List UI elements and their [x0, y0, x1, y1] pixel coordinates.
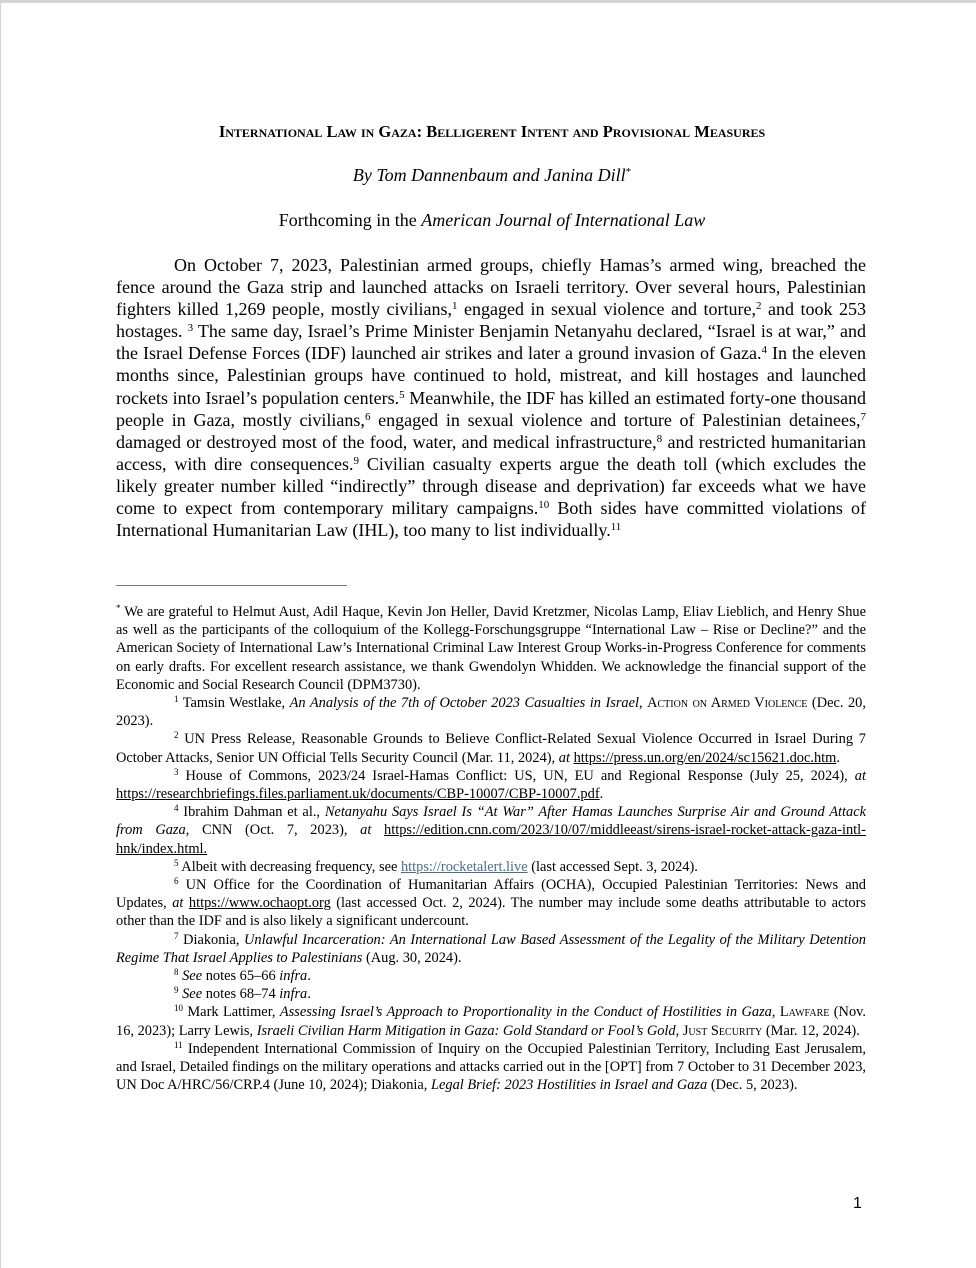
citation-link[interactable]: https://www.ochaopt.org: [188, 895, 331, 912]
footnote-author-note: [116, 603, 866, 694]
body-text-segment: Meanwhile, the IDF has killed an estimated forty-one thousand people in Gaza, mostly civilians,: [116, 387, 866, 430]
footnote-2: [116, 730, 866, 766]
body-text-segment: In the eleven months since, Palestinian groups have continued to hold, mistreat, and kill hostages and launched rockets into Israel’s population centers.: [116, 343, 867, 408]
italic-citation-text: Legal Brief: 2023 Hostilities in Israel and Gaza: [431, 1077, 708, 1094]
footnote-9: [116, 985, 866, 1003]
footnote-text: UN Office for the Coordination of Humanitarian Affairs (OCHA), Occupied Palestinian Territories: News and Updates,: [116, 877, 866, 912]
footnote-separator: [116, 585, 347, 586]
italic-citation-text: Israeli Civilian Harm Mitigation in Gaza: Gold Standard or Fool’s Gold: [256, 1022, 676, 1039]
footnote-marker: 10: [174, 1003, 183, 1014]
italic-citation-text: See: [182, 986, 203, 1003]
footnote-reference-4[interactable]: 4: [761, 344, 767, 357]
footnote-7: [116, 931, 866, 967]
footnote-marker: 7: [174, 930, 179, 941]
footnote-text: ,: [675, 1022, 683, 1039]
publication-name: Lawfare: [779, 1004, 830, 1021]
footnote-marker: 4: [174, 803, 179, 814]
italic-citation-text: infra: [279, 968, 308, 985]
citation-link[interactable]: https://researchbriefings.files.parliament.uk/documents/CBP-10007/CBP-10007.pdf: [116, 786, 600, 803]
footnote-text: (Dec. 20, 2023).: [116, 695, 866, 730]
italic-citation-text: An Analysis of the 7th of October 2023 Casualties in Israel: [289, 695, 640, 712]
footnote-text: (Aug. 30, 2024).: [362, 949, 462, 966]
footnote-5: [116, 858, 866, 876]
footnote-text: , CNN (Oct. 7, 2023),: [185, 822, 361, 839]
footnote-text: .: [836, 749, 840, 766]
publication-name: Action on Armed Violence: [647, 695, 808, 712]
italic-citation-text: Assessing Israel’s Approach to Proportionality in the Conduct of Hostilities in Gaza: [279, 1004, 772, 1021]
italic-citation-text: Netanyahu Says Israel Is “At War” After Hamas Launches Surprise Air and Ground Attack from Gaza: [116, 804, 866, 839]
footnote-text: House of Commons, 2023/24 Israel-Hamas Conflict: US, UN, EU and Regional Response (July 25, 2024),: [178, 767, 855, 784]
document-page: [1, 3, 976, 1268]
footnote-marker: 11: [174, 1039, 183, 1050]
author-footnote-marker[interactable]: *: [625, 166, 632, 178]
footnote-reference-9[interactable]: 9: [353, 454, 359, 467]
footnote-text: .: [307, 986, 311, 1003]
body-paragraph: [116, 254, 866, 541]
journal-name: American Journal of International Law: [421, 210, 706, 230]
footnote-4: [116, 803, 866, 858]
page-number: 1: [853, 1195, 862, 1212]
italic-citation-text: Unlawful Incarceration: An International Law Based Assessment of the Legality of the Military Detention Regime That Israel Applies to Palestinians: [116, 931, 866, 966]
footnote-text: Independent International Commission of Inquiry on the Occupied Palestinian Territory, Including East Jerusalem, and Israel, Detailed findings on the military operations and attacks carried out in the [OPT] from 7 October to 31 December 2023, UN Doc A/HRC/56/CRP.4 (June 10, 2024); Diakonia,: [116, 1040, 866, 1094]
body-text-segment: Civilian casualty experts argue the death toll (which excludes the likely greater number killed “indirectly” through disease and deprivation) far exceeds what we have come to expect from contemporary military campaigns.: [116, 453, 866, 519]
footnote-1: [116, 694, 866, 730]
footnote-text: ,: [771, 1004, 780, 1021]
citation-link[interactable]: https://rocketalert.live: [400, 858, 528, 875]
footnote-text: notes 65–66: [202, 968, 280, 985]
footnote-marker: 9: [174, 985, 179, 996]
body-text-segment: and took 253 hostages.: [116, 299, 866, 342]
footnote-reference-3[interactable]: 3: [187, 322, 194, 335]
body-text-segment: engaged in sexual violence and torture of Palestinian detainees,: [370, 409, 861, 430]
paper-title: International Law in Gaza: Belligerent Intent and Provisional Measures: [218, 122, 766, 141]
footnote-reference-8[interactable]: 8: [656, 432, 663, 445]
footnote-text: [371, 822, 384, 838]
footnote-text: (last accessed Oct. 2, 2024). The number may include some deaths attributable to actors other than the IDF and is also likely a significant undercount.: [116, 895, 866, 930]
footnotes-section: [116, 603, 866, 1094]
footnote-text: .: [599, 786, 604, 803]
footnote-reference-1[interactable]: 1: [452, 300, 458, 313]
citation-link[interactable]: https://edition.cnn.com/2023/10/07/middleeast/sirens-israel-rocket-attack-gaza-intl-hnk/index.html.: [116, 822, 866, 857]
footnote-text: ,: [639, 695, 648, 712]
footnote-reference-2[interactable]: 2: [755, 300, 762, 313]
footnote-text: Diakonia,: [178, 931, 244, 948]
footnote-text: UN Press Release, Reasonable Grounds to Believe Conflict-Related Sexual Violence Occurred in Israel During 7 October Attacks, Senior UN Official Tells Security Council (Mar. 11, 2024),: [116, 731, 866, 766]
footnote-reference-7[interactable]: 7: [860, 410, 866, 423]
body-text-segment: and restricted humanitarian access, with dire consequences.: [116, 431, 866, 474]
footnote-text: We are grateful to Helmut Aust, Adil Haque, Kevin Jon Heller, David Kretzmer, Nicolas Lamp, Eliav Lieblich, and Henry Shue as well as the participants of the colloquium of the Kollegg-Forschungsgruppe “International Law – Rise or Decline?” and the American Society of International Law’s International Criminal Law Interest Group Works-in-Progress Conference for comments on early drafts. For excellent research assistance, we thank Gwendolyn Whidden. We acknowledge the financial support of the Economic and Social Research Council (DPM3730).: [116, 604, 866, 693]
publication-note: [1, 209, 976, 231]
italic-citation-text: at: [360, 822, 372, 839]
footnote-reference-6[interactable]: 6: [364, 410, 371, 423]
footnote-reference-5[interactable]: 5: [399, 388, 405, 401]
italic-citation-text: at: [558, 749, 570, 766]
footnote-text: Albeit with decreasing frequency, see: [178, 858, 401, 875]
footnote-marker: 8: [174, 967, 179, 978]
footnote-marker: 5: [174, 857, 179, 868]
footnote-text: notes 68–74: [202, 986, 280, 1003]
body-text-segment: On October 7, 2023, Palestinian armed groups, chiefly Hamas’s armed wing, breached the fence around the Gaza strip and launched attacks on Israeli territory. Over several hours, Palestinian fighters killed 1,269 people, mostly civilians,: [116, 255, 866, 320]
footnote-marker: 2: [174, 730, 179, 741]
body-text-segment: Both sides have committed violations of International Humanitarian Law (IHL), too many to list individually.: [116, 498, 867, 541]
footnote-marker: 6: [174, 876, 179, 887]
footnote-text: Mark Lattimer,: [183, 1004, 280, 1021]
footnote-6: [116, 876, 866, 931]
footnote-10: [116, 1003, 866, 1039]
italic-citation-text: at: [172, 895, 184, 912]
footnote-marker: *: [116, 603, 121, 613]
italic-citation-text: See: [182, 968, 203, 985]
footnote-3: [116, 767, 866, 803]
body-text-segment: The same day, Israel’s Prime Minister Benjamin Netanyahu declared, “Israel is at war,” and the Israel Defense Forces (IDF) launched air strikes and later a ground invasion of Gaza.: [116, 321, 866, 364]
footnote-11: [116, 1040, 866, 1095]
footnote-text: Ibrahim Dahman et al.,: [178, 804, 325, 821]
publication-name: Just Security: [682, 1022, 763, 1039]
publication-prefix: Forthcoming in the: [278, 210, 422, 230]
footnote-marker: 3: [174, 766, 179, 777]
body-text-segment: damaged or destroyed most of the food, water, and medical infrastructure,: [116, 431, 657, 452]
author-names: By Tom Dannenbaum and Janina Dill: [352, 165, 626, 185]
italic-citation-text: infra: [279, 986, 308, 1003]
footnote-reference-10[interactable]: 10: [538, 499, 550, 512]
footnote-text: (Mar. 12, 2024).: [762, 1022, 860, 1039]
footnote-reference-11[interactable]: 11: [610, 521, 622, 534]
footnote-text: (Dec. 5, 2023).: [707, 1077, 798, 1094]
footnote-text: .: [307, 968, 311, 985]
footnote-marker: 1: [174, 694, 179, 705]
italic-citation-text: at: [854, 767, 866, 784]
body-text-segment: engaged in sexual violence and torture,: [457, 299, 756, 320]
footnote-text: (last accessed Sept. 3, 2024).: [527, 858, 698, 875]
citation-link[interactable]: https://press.un.org/en/2024/sc15621.doc.htm: [573, 749, 837, 766]
author-byline: [1, 164, 976, 186]
footnote-text: (Nov. 16, 2023); Larry Lewis,: [116, 1004, 867, 1039]
footnote-text: Tamsin Westlake,: [178, 695, 290, 712]
footnote-8: [116, 967, 866, 985]
